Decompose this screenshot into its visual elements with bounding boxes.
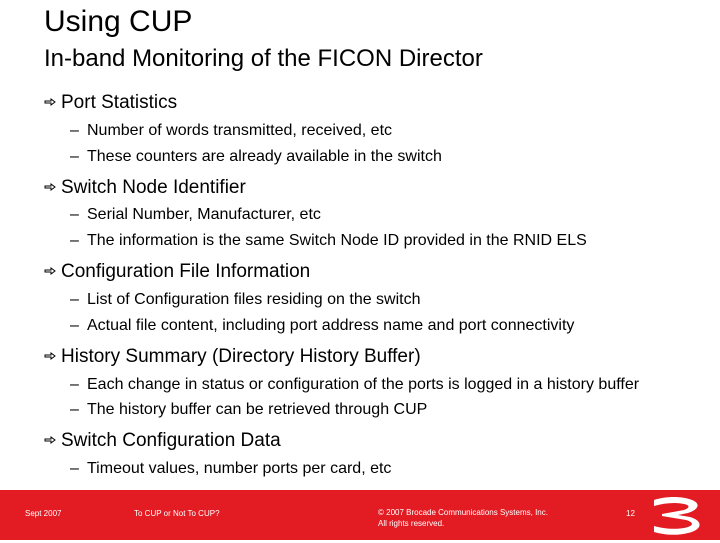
sub-bullet: – These counters are already available in the switch [70,148,442,165]
sub-bullet: – Actual file content, including port address name and port connectivity [70,317,575,334]
bullet-text: Port Statistics [61,92,178,113]
bullet-text: Configuration File Information [61,261,311,282]
pointing-hand-icon [44,176,56,186]
footer-copyright: © 2007 Brocade Communications Systems, Inc. [378,508,548,517]
bullet-switch-node-identifier [44,176,246,199]
pointing-hand-icon [44,91,56,101]
brocade-logo [648,492,710,538]
bullet-switch-configuration-data [44,429,281,452]
footer-date: Sept 2007 [25,509,62,518]
pointing-hand-icon [44,260,56,270]
sub-bullet: – List of Configuration files residing on the switch [70,291,421,308]
sub-bullet: – Each change in status or configuration of the ports is logged in a history buffer [70,376,640,393]
sub-bullet: – The information is the same Switch Node ID provided in the RNID ELS [70,232,587,249]
bullet-history-summary [44,345,421,368]
bullet-configuration-file-information [44,260,310,283]
bullet-text: Switch Node Identifier [61,177,246,198]
slide-footer [0,490,720,540]
sub-bullet: – Timeout values, number ports per card, etc [70,460,392,477]
bullet-text: Switch Configuration Data [61,430,281,451]
slide-title: Using CUP [44,5,193,38]
slide-subtitle: In-band Monitoring of the FICON Director [44,45,483,72]
bullet-port-statistics [44,91,177,114]
pointing-hand-icon [44,345,56,355]
footer-page-number: 12 [626,509,635,518]
bullet-text: History Summary (Directory History Buffer) [61,346,421,367]
sub-bullet: – The history buffer can be retrieved through CUP [70,401,428,418]
sub-bullet: – Serial Number, Manufacturer, etc [70,206,321,223]
footer-talk-title: To CUP or Not To CUP? [134,509,220,518]
sub-bullet: – Number of words transmitted, received, etc [70,122,393,139]
footer-rights: All rights reserved. [378,519,445,528]
pointing-hand-icon [44,429,56,439]
